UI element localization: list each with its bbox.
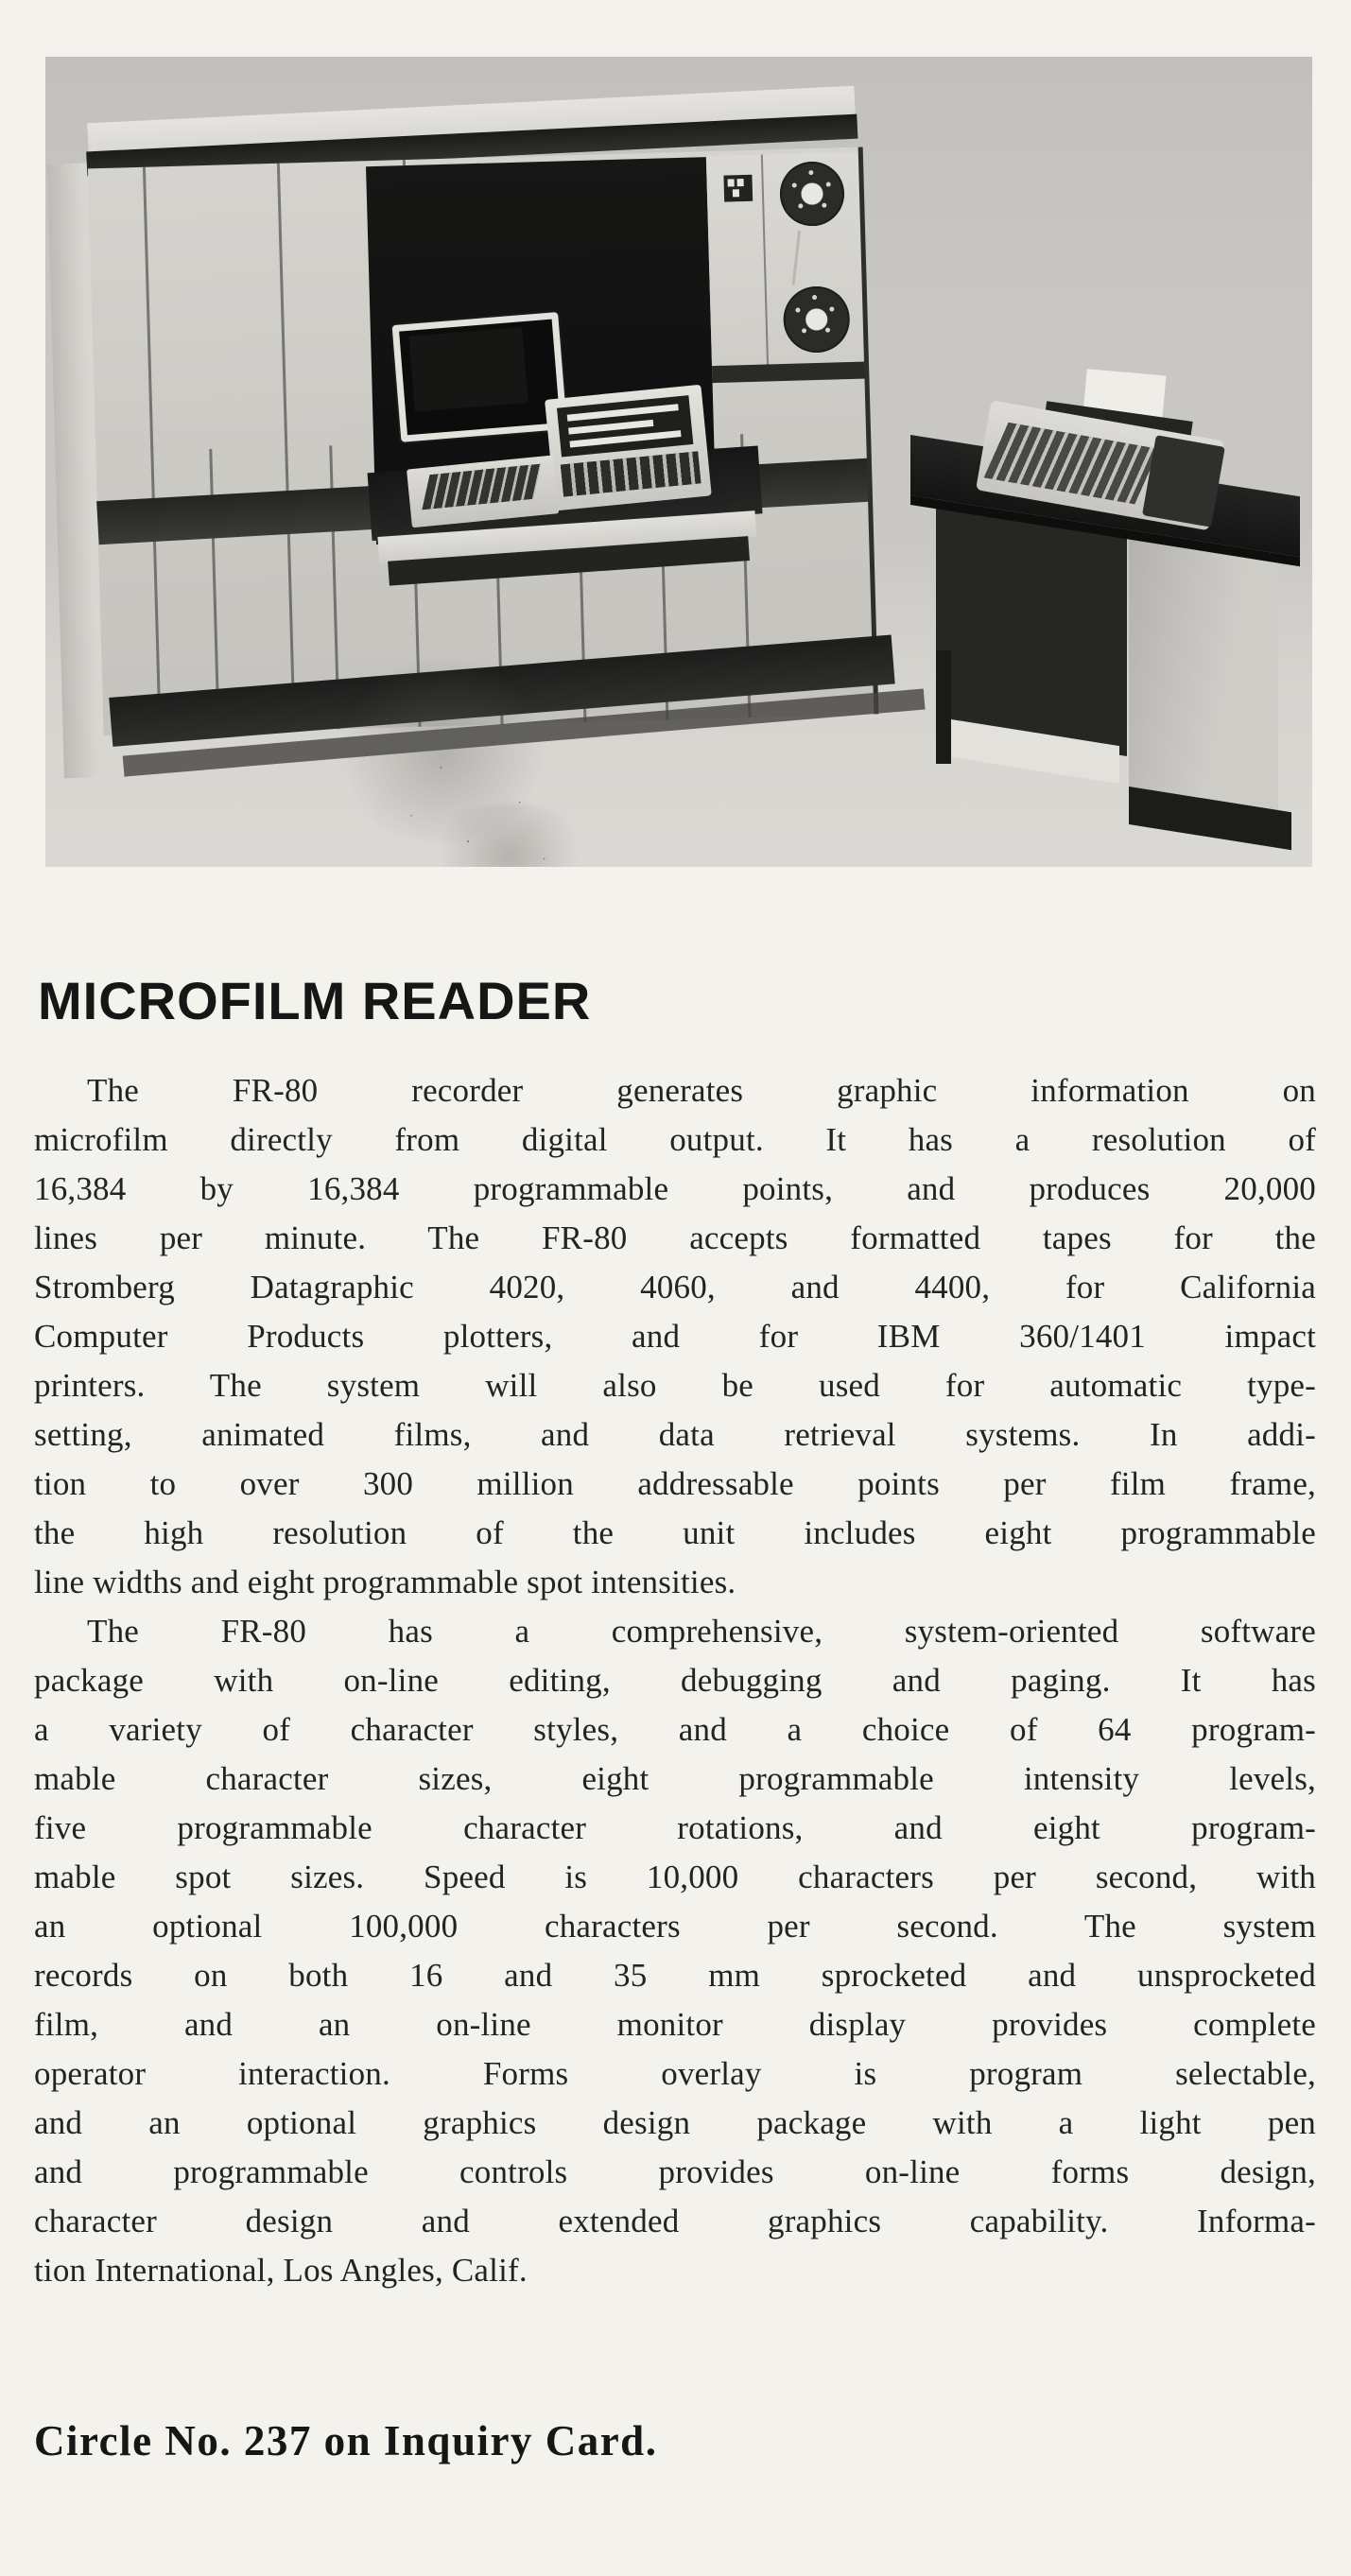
paragraph-line: tion International, Los Angles, Calif. [34,2252,528,2289]
paragraph-line: microfilm directly from digital output. It has a resolution of [34,1121,1316,1158]
inquiry-note: Circle No. 237 on Inquiry Card. [34,2417,658,2464]
body-paragraph [34,1607,1316,2295]
paragraph-line: line widths and eight programmable spot intensities. [34,1564,736,1600]
terminal-side-housing [1142,435,1225,527]
paragraph-line: an optional 100,000 characters per second. The system [34,1908,1316,1945]
paragraph-line: character design and extended graphics capability. Informa- [34,2203,1316,2239]
article-body [34,1066,1316,2295]
paragraph-line: operator interaction. Forms overlay is program selectable, [34,2055,1316,2092]
paragraph-line: printers. The system will also be used for automatic type- [34,1367,1316,1404]
paragraph-line: package with on-line editing, debugging and paging. It has [34,1662,1316,1699]
paragraph-line: 16,384 by 16,384 programmable points, and produces 20,000 [34,1170,1316,1207]
paragraph-line: a variety of character styles, and a choice of 64 program- [34,1711,1316,1748]
paragraph-line: The FR-80 recorder generates graphic information on [87,1072,1316,1109]
paragraph-line: the high resolution of the unit includes eight programmable [34,1514,1316,1551]
paragraph-line: mable spot sizes. Speed is 10,000 characters per second, with [34,1859,1316,1895]
paragraph-line: Stromberg Datagraphic 4020, 4060, and 4400, for California [34,1269,1316,1305]
paragraph-line: mable character sizes, eight programmable intensity levels, [34,1760,1316,1797]
paragraph-line: The FR-80 has a comprehensive, system-oriented software [87,1613,1316,1650]
paragraph-line: and programmable controls provides on-line forms design, [34,2153,1316,2190]
body-paragraph [34,1066,1316,1607]
paragraph-line: setting, animated films, and data retrieval systems. In addi- [34,1416,1316,1453]
article-heading: MICROFILM READER [38,970,592,1030]
operator-desk [45,57,1312,867]
paragraph-line: five programmable character rotations, and eight program- [34,1809,1316,1846]
paragraph-line: tion to over 300 million addressable points per film frame, [34,1465,1316,1502]
paragraph-line: lines per minute. The FR-80 accepts formatted tapes for the [34,1219,1316,1256]
desk-right-panel [1129,535,1278,825]
paragraph-line: records on both 16 and 35 mm sprocketed and unsprocketed [34,1957,1316,1994]
product-photo [45,57,1312,867]
desk-front-leg [936,650,951,764]
paragraph-line: and an optional graphics design package with a light pen [34,2104,1316,2141]
paragraph-line: film, and an on-line monitor display provides complete [34,2006,1316,2043]
paragraph-line: Computer Products plotters, and for IBM 360/1401 impact [34,1318,1316,1355]
